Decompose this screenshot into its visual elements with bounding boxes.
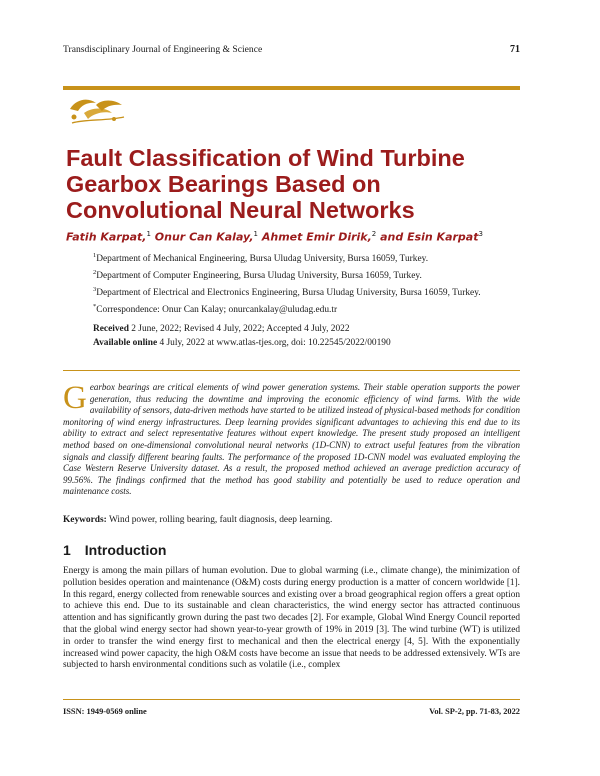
- title-line: Fault Classification of Wind Turbine: [66, 145, 465, 171]
- section-heading: [63, 542, 166, 558]
- running-head: Transdisciplinary Journal of Engineering & Science: [63, 44, 263, 55]
- section-number: 1: [63, 542, 71, 558]
- footer-volume: Vol. SP-2, pp. 71-83, 2022: [429, 707, 520, 716]
- journal-logo-icon: [66, 95, 128, 127]
- author-affiliation-mark: 3: [478, 230, 483, 238]
- affiliation-item: $^3$Department of Electrical and Electronics Engineering, Bursa Uludag University, Bursa 16059, Turkey.: [93, 286, 481, 299]
- received-line: Received 2 June, 2022; Revised 4 July, 2022; Accepted 4 July, 2022: [93, 324, 350, 334]
- correspondence: *Correspondence: Onur Can Kalay; onurcankalay@uludag.edu.tr: [93, 303, 338, 316]
- affiliations: [93, 249, 513, 318]
- author-name: Ahmet Emir Dirik,: [261, 230, 372, 244]
- abstract-text: earbox bearings are critical elements of wind power generation systems. Their stable operation supports the power generation, thus reducing the downtime and improving the economic efficiency of wind farms. With the wide availability of sensors, data-driven methods have started to be utilized instead of physical-based methods for condition monitoring of wind energy infrastructures. Deep learning provides significant advantages to achieving this end due to its ability to extract and select representative features without expert knowledge. The present study proposed an intelligent method based on one-dimensional convolutional neural networks (1D-CNN) to extract useful features from the vibration signals and classify different bearing faults. The performance of the proposed 1D-CNN model was evaluated employing the Case Western Reserve University dataset. As a result, the proposed method achieved an average prediction accuracy of 99.56%. The findings confirmed that the method has good stability and potentially be used to reduce operation and maintenance costs.: [63, 382, 520, 497]
- keywords-label: Keywords:: [63, 515, 107, 525]
- paper-title: [66, 145, 496, 223]
- author-list: [66, 230, 483, 244]
- available-online-line: Available online 4 July, 2022 at www.atlas-tjes.org, doi: 10.22545/2022/00190: [93, 338, 391, 348]
- keywords: [63, 515, 332, 525]
- author-name: Fatih Karpat,: [66, 230, 147, 244]
- author-affiliation-mark: 1: [146, 230, 151, 238]
- section-title: Introduction: [84, 542, 167, 558]
- footer-rule: [63, 699, 520, 700]
- author-name: and Esin Karpat: [380, 230, 479, 244]
- abstract-top-rule: [63, 370, 520, 371]
- author-name: Onur Can Kalay,: [154, 230, 254, 244]
- header-rule: [63, 86, 520, 90]
- title-line: Gearbox Bearings Based on: [66, 171, 381, 197]
- author-affiliation-mark: 1: [253, 230, 258, 238]
- abstract: [63, 382, 520, 498]
- introduction-body: Energy is among the main pillars of human evolution. Due to global warming (i.e., climate change), the minimization of pollution besides operation and maintenance (O&M) costs during energy production is a matter of concern worldwide [1]. In this regard, energy collected from renewable sources and existing over a broad geographical region offers a great option to achieve this end. Due to its sustainable and clean characteristics, the wind energy sector has attracted continuous attention and has significantly grown during the past two decades [2]. For example, Global Wind Energy Council reported that the global wind energy sector had shown year-to-year growth of 19% in 2019 [3]. The wind turbine (WT) is utilized in order to transfer the wind energy first to mechanical and then the electrical energy [4, 5]. With the exponentially increased wind power capacity, the high O&M costs have become an issue that needs to be addressed extensively. WTs are subjected to harsh environmental conditions such as volatile (i.e., complex: [63, 566, 520, 671]
- article-dates: [93, 322, 513, 350]
- page-number: 71: [510, 44, 520, 55]
- affiliation-item: $^2$Department of Computer Engineering, Bursa Uludag University, Bursa 16059, Turkey.: [93, 269, 422, 282]
- affiliation-item: $^1$Department of Mechanical Engineering, Bursa Uludag University, Bursa 16059, Turkey.: [93, 252, 429, 265]
- title-line: Convolutional Neural Networks: [66, 197, 415, 223]
- abstract-dropcap: G: [63, 380, 87, 416]
- footer-issn: ISSN: 1949-0569 online: [63, 707, 147, 716]
- author-affiliation-mark: 2: [371, 230, 377, 238]
- keywords-text: Wind power, rolling bearing, fault diagnosis, deep learning.: [108, 515, 333, 525]
